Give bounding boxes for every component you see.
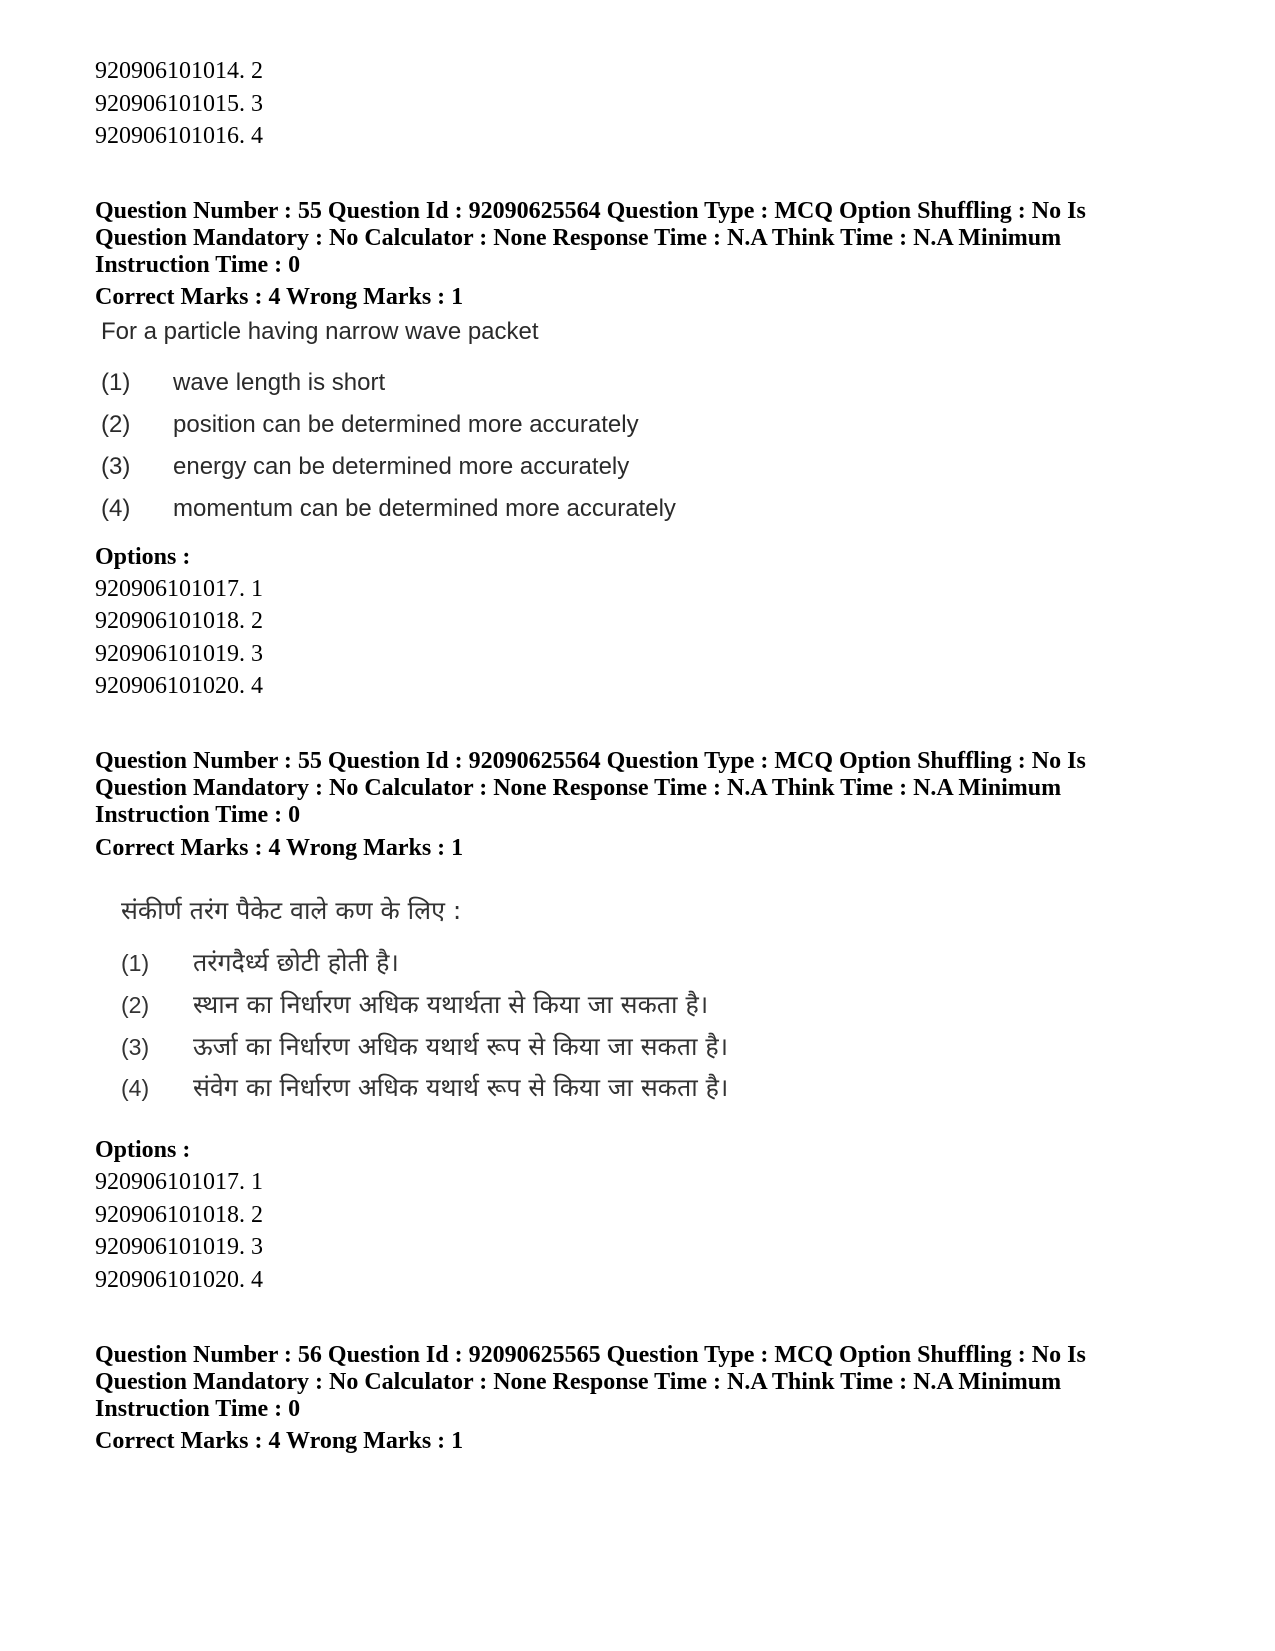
option-text: energy can be determined more accurately [173, 453, 630, 480]
option-number: (1) [101, 369, 131, 396]
option-number: (3) [121, 1034, 150, 1060]
question-option [121, 1029, 728, 1063]
option-number: (4) [121, 1075, 150, 1101]
metadata-line: Question Mandatory : No Calculator : None Response Time : N.A Think Time : N.A Minimum [95, 225, 1062, 251]
option-id-line: 920906101014. 2 [95, 58, 263, 84]
metadata-line: Question Number : 56 Question Id : 92090625565 Question Type : MCQ Option Shuffling : No Is [95, 1342, 1086, 1368]
metadata-line: Instruction Time : 0 [95, 252, 301, 278]
option-text: ऊर्जा का निर्धारण अधिक यथार्थ रूप से किया जा सकता है। [193, 1032, 729, 1061]
option-text: तरंगदैर्ध्य छोटी होती है। [193, 948, 399, 977]
question-metadata [95, 1342, 1215, 1423]
option-number: (2) [101, 411, 131, 438]
metadata-line: Question Number : 55 Question Id : 92090625564 Question Type : MCQ Option Shuffling : No Is [95, 198, 1086, 224]
question-option [121, 1070, 728, 1104]
option-id-line: 920906101019. 3 [95, 1234, 263, 1260]
question-text-english [96, 318, 796, 538]
option-id-line: 920906101017. 1 [95, 1169, 263, 1195]
option-id-line: 920906101019. 3 [95, 641, 263, 667]
question-text-hindi [96, 893, 856, 1108]
option-number: (1) [121, 950, 150, 976]
metadata-line: Instruction Time : 0 [95, 1396, 301, 1422]
options-label: Options : [95, 1137, 191, 1163]
option-number: (4) [101, 495, 131, 522]
option-text: momentum can be determined more accurately [173, 495, 676, 522]
question-option [101, 453, 629, 481]
question-option [101, 369, 385, 397]
metadata-line: Question Number : 55 Question Id : 92090625564 Question Type : MCQ Option Shuffling : No Is [95, 748, 1086, 774]
question-option [101, 495, 676, 523]
option-text: संवेग का निर्धारण अधिक यथार्थ रूप से किया जा सकता है। [193, 1073, 729, 1102]
question-metadata [95, 198, 1215, 279]
option-number: (3) [101, 453, 131, 480]
question-option [121, 945, 399, 979]
question-metadata [95, 748, 1215, 829]
question-stem: For a particle having narrow wave packet [101, 318, 539, 345]
question-stem: संकीर्ण तरंग पैकेट वाले कण के लिए : [121, 896, 462, 925]
metadata-line: Instruction Time : 0 [95, 802, 301, 828]
option-id-line: 920906101018. 2 [95, 608, 263, 634]
question-option [101, 411, 639, 439]
marks-line: Correct Marks : 4 Wrong Marks : 1 [95, 835, 464, 861]
option-text: wave length is short [173, 369, 386, 396]
option-text: स्थान का निर्धारण अधिक यथार्थता से किया जा सकता है। [193, 990, 709, 1019]
option-text: position can be determined more accurately [173, 411, 639, 438]
options-label: Options : [95, 544, 191, 570]
option-id-line: 920906101020. 4 [95, 1267, 263, 1293]
metadata-line: Question Mandatory : No Calculator : None Response Time : N.A Think Time : N.A Minimum [95, 1369, 1062, 1395]
marks-line: Correct Marks : 4 Wrong Marks : 1 [95, 284, 464, 310]
option-id-line: 920906101016. 4 [95, 123, 263, 149]
marks-line: Correct Marks : 4 Wrong Marks : 1 [95, 1428, 464, 1454]
option-id-line: 920906101018. 2 [95, 1202, 263, 1228]
option-id-line: 920906101020. 4 [95, 673, 263, 699]
question-option [121, 987, 708, 1021]
option-number: (2) [121, 992, 150, 1018]
metadata-line: Question Mandatory : No Calculator : None Response Time : N.A Think Time : N.A Minimum [95, 775, 1062, 801]
option-id-line: 920906101015. 3 [95, 91, 263, 117]
option-id-line: 920906101017. 1 [95, 576, 263, 602]
